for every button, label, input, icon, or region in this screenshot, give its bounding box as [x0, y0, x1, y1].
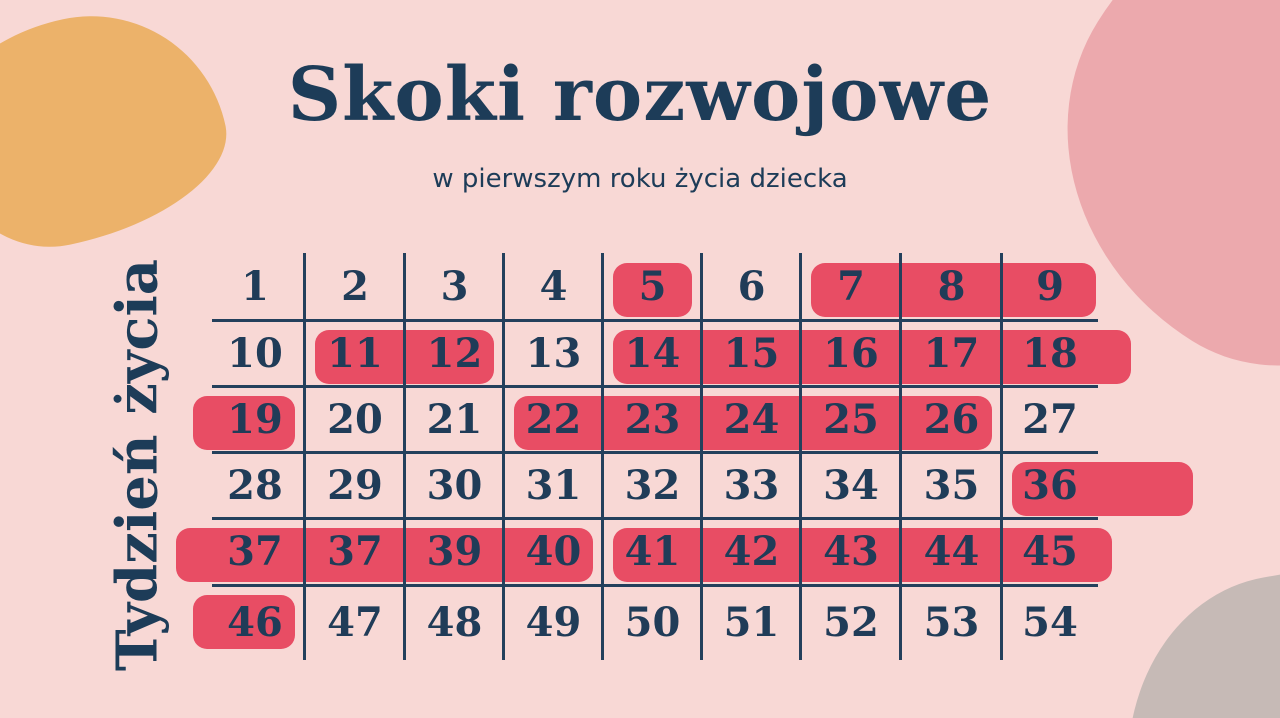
- week-cell: 50: [624, 599, 681, 646]
- week-cell: 5: [638, 263, 667, 310]
- week-cell: 7: [837, 263, 865, 310]
- week-cell: 39: [426, 528, 483, 575]
- week-cell: 44: [923, 528, 980, 575]
- page-title: Skoki rozwojowe: [287, 52, 993, 138]
- week-cell: 40: [525, 528, 582, 575]
- weeks-axis-label: Tydzień życia: [104, 258, 171, 672]
- week-cell: 45: [1022, 528, 1078, 575]
- week-cell: 15: [723, 329, 780, 377]
- page-subtitle: w pierwszym roku życia dziecka: [432, 164, 848, 194]
- week-cell: 37: [227, 528, 283, 575]
- week-cell: 49: [525, 599, 582, 646]
- week-cell: 4: [539, 263, 568, 310]
- week-cell: 52: [823, 599, 879, 646]
- week-cell: 51: [723, 599, 780, 646]
- week-cell: 47: [327, 599, 383, 646]
- week-cell: 46: [227, 599, 283, 646]
- week-cell: 26: [923, 395, 980, 443]
- week-cell: 6: [737, 263, 766, 310]
- week-cell: 2: [341, 263, 369, 310]
- week-cell: 3: [440, 263, 469, 310]
- week-cell: 43: [823, 528, 879, 575]
- week-cell: 53: [923, 599, 980, 646]
- week-cell: 29: [327, 461, 383, 509]
- week-cell: 27: [1022, 395, 1078, 443]
- week-cell: 30: [426, 461, 483, 509]
- week-grid: [205, 253, 1098, 660]
- week-cell: 54: [1022, 599, 1078, 646]
- week-cell: 35: [923, 461, 980, 509]
- week-cell: 31: [525, 461, 582, 509]
- week-cell: 9: [1036, 263, 1064, 310]
- week-cell: 23: [624, 395, 681, 443]
- week-cell: 28: [227, 461, 283, 509]
- week-cell: 18: [1022, 329, 1078, 377]
- week-cell: 14: [624, 329, 681, 377]
- week-cell: 24: [723, 395, 780, 443]
- week-cell: 8: [937, 263, 966, 310]
- week-cell: 1: [241, 263, 269, 310]
- week-cell: 22: [525, 395, 582, 443]
- week-cell: 41: [624, 528, 681, 575]
- week-cell: 48: [426, 599, 483, 646]
- week-cell: 10: [227, 329, 283, 377]
- week-cell: 25: [823, 395, 879, 443]
- week-cell: 13: [525, 329, 582, 377]
- week-cell: 33: [723, 461, 780, 509]
- week-cell: 12: [426, 329, 483, 377]
- week-cell: 37: [327, 528, 383, 575]
- week-cell: 17: [923, 329, 980, 377]
- decorative-blob-gray: [1096, 548, 1280, 718]
- week-cell: 32: [624, 461, 681, 509]
- week-cell: 11: [327, 329, 383, 377]
- week-cell: 36: [1022, 461, 1078, 509]
- week-cell: 19: [227, 395, 283, 443]
- week-cell: 20: [327, 395, 383, 443]
- week-cell: 16: [823, 329, 879, 377]
- week-cell: 21: [426, 395, 483, 443]
- week-cell: 42: [723, 528, 780, 575]
- week-cell: 34: [823, 461, 879, 509]
